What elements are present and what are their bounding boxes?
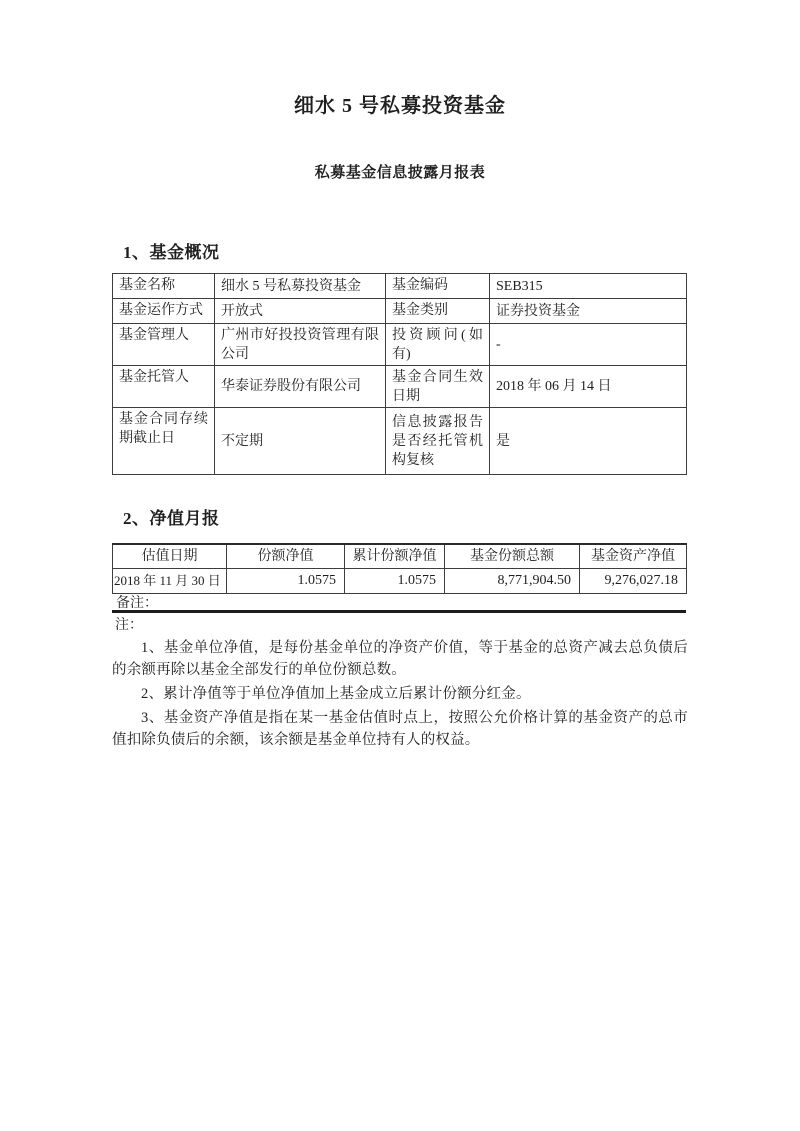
document-title: 细水 5 号私募投资基金	[294, 95, 506, 117]
cell-value: 广州市好投投资管理有限公司	[215, 324, 386, 366]
nav-cell: 1.0575	[227, 568, 345, 593]
cell-label: 基金编码	[386, 274, 490, 299]
cell-label: 基金运作方式	[113, 299, 215, 324]
cell-value: 华泰证券股份有限公司	[215, 366, 386, 408]
cell-label: 基金合同存续期截止日	[113, 408, 215, 475]
cell-label: 基金类别	[386, 299, 490, 324]
section-1-heading: 1、基金概况	[123, 243, 220, 262]
document-page	[112, 0, 688, 751]
remark-label: 备注：	[116, 595, 158, 611]
note-item-2: 2、累计净值等于单位净值加上基金成立后累计份额分红金。	[141, 685, 531, 702]
note-item-3: 3、基金资产净值是指在某一基金估值时点上，按照公允价格计算的基金资产的总市值扣除负债后的余额，该余额是基金单位持有人的权益。	[112, 709, 688, 748]
cell-label: 基金管理人	[113, 324, 215, 366]
cell-value: 2018 年 06 月 14 日	[490, 366, 687, 408]
column-header: 估值日期	[113, 544, 227, 568]
table-row	[113, 568, 687, 593]
table-row	[113, 299, 687, 324]
table-row	[113, 408, 687, 475]
cell-label: 投资顾问(如有)	[386, 324, 490, 366]
table-row	[113, 366, 687, 408]
cell-value: 开放式	[215, 299, 386, 324]
section-2-heading: 2、净值月报	[123, 509, 220, 528]
table-row	[113, 274, 687, 299]
table-row	[113, 324, 687, 366]
document-subtitle: 私募基金信息披露月报表	[314, 165, 486, 181]
cell-value: 细水 5 号私募投资基金	[215, 274, 386, 299]
column-header: 累计份额净值	[345, 544, 445, 568]
notes-label: 注：	[115, 617, 143, 633]
column-header: 基金资产净值	[580, 544, 687, 568]
cell-label: 基金合同生效日期	[386, 366, 490, 408]
column-header: 基金份额总额	[445, 544, 580, 568]
net-asset-value-cell: 9,276,027.18	[580, 568, 687, 593]
table-header-row	[113, 544, 687, 568]
remark-row	[112, 594, 686, 613]
cumulative-nav-cell: 1.0575	[345, 568, 445, 593]
cell-label: 基金托管人	[113, 366, 215, 408]
column-header: 份额净值	[227, 544, 345, 568]
cell-value: SEB315	[490, 274, 687, 299]
total-shares-cell: 8,771,904.50	[445, 568, 580, 593]
cell-value: 不定期	[215, 408, 386, 475]
cell-value: 是	[490, 408, 687, 475]
nav-monthly-table	[112, 543, 687, 594]
note-item-1: 1、基金单位净值，是每份基金单位的净资产价值，等于基金的总资产减去总负债后的余额再除以基金全部发行的单位份额总数。	[112, 639, 688, 678]
cell-value: -	[490, 324, 687, 366]
valuation-date-cell: 2018 年 11 月 30 日	[113, 568, 227, 593]
cell-value: 证券投资基金	[490, 299, 687, 324]
cell-label: 信息披露报告是否经托管机构复核	[386, 408, 490, 475]
fund-overview-table	[112, 273, 687, 475]
cell-label: 基金名称	[113, 274, 215, 299]
